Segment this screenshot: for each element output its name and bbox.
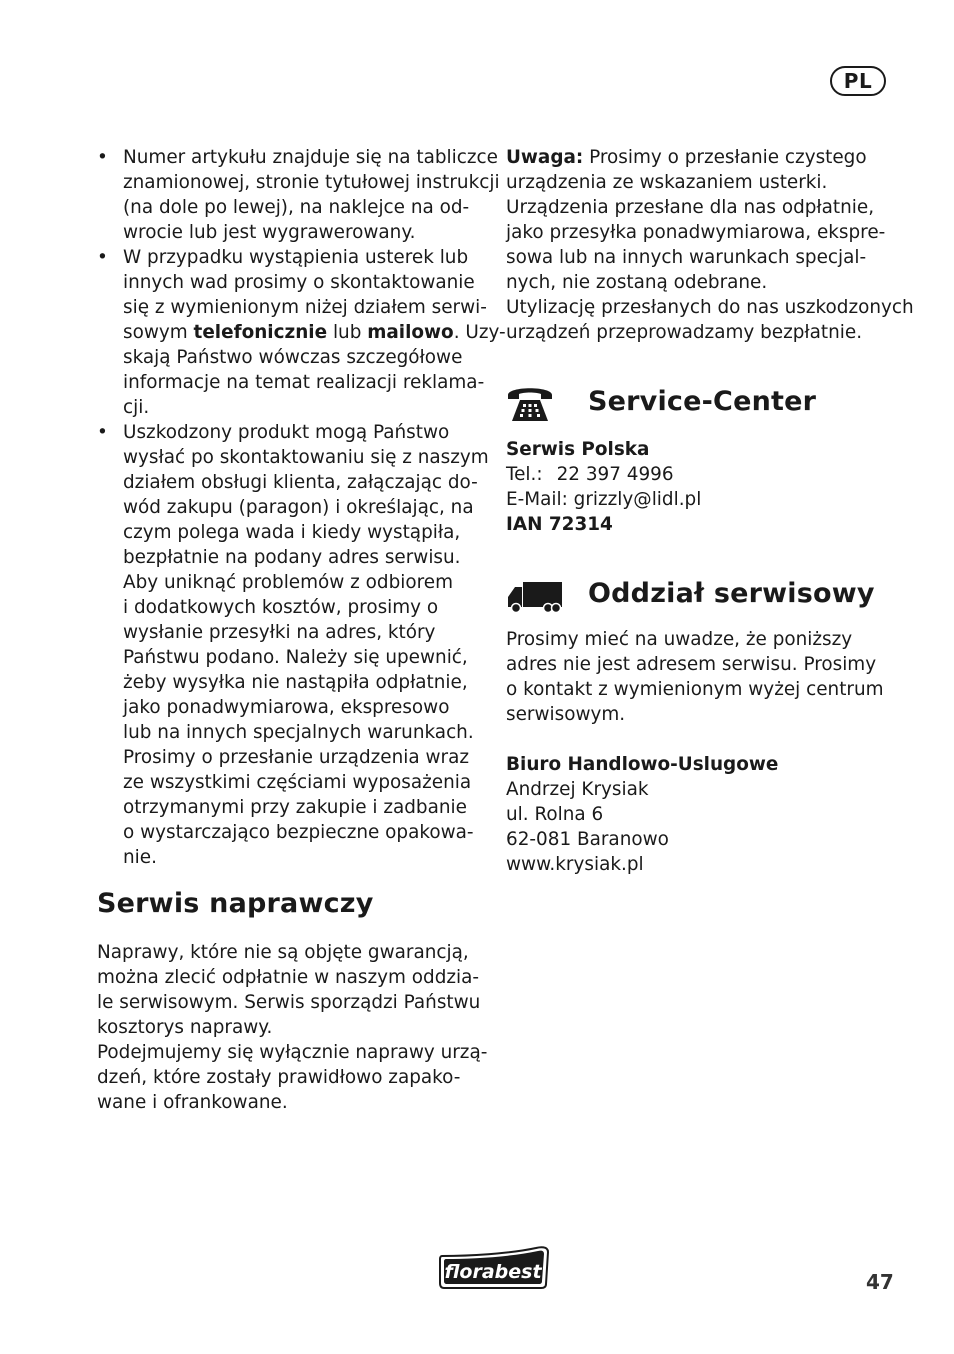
address-line: Andrzej Krysiak [506, 779, 649, 800]
text-line: otrzymanymi przy zakupie i zadbanie [123, 797, 467, 818]
text-line: wrocie lub jest wygrawerowany. [123, 222, 416, 243]
address-line: 62-081 Baranowo [506, 829, 669, 850]
text-line: wód zakupu (paragon) i określając, na [123, 497, 474, 518]
text-line: informacje na temat realizacji reklama- [123, 372, 485, 393]
text-line: innych wad prosimy o skontaktowanie [123, 272, 475, 293]
ian-number: IAN 72314 [506, 514, 613, 535]
text-line: Naprawy, które nie są objęte gwarancją, [97, 942, 469, 963]
text-line: cji. [123, 397, 150, 418]
service-center-heading-row [506, 385, 906, 421]
text-fragment: . Uzy- [453, 322, 506, 343]
text-line-mixed [123, 320, 506, 345]
telephone-icon [506, 383, 554, 423]
text-line: adres nie jest adresem serwisu. Prosimy [506, 654, 877, 675]
text-line: wane i ofrankowane. [97, 1092, 288, 1113]
text-line: o kontakt z wymienionym wyżej centrum [506, 679, 884, 700]
note-label: Uwaga: [506, 147, 584, 168]
text-line: Prosimy o przesłanie urządzenia wraz [123, 747, 470, 768]
branch-heading: Oddział serwisowy [588, 578, 875, 609]
text-line: urządzenia ze wskazaniem usterki. [506, 172, 828, 193]
company-name: Biuro Handlowo-Uslugowe [506, 754, 779, 775]
text-line: ze wszystkimi częściami wyposażenia [123, 772, 472, 793]
text-line: wysłanie przesyłki na adres, który [123, 622, 436, 643]
text-line: W przypadku wystąpienia usterek lub [123, 247, 469, 268]
service-center-heading: Service-Center [588, 386, 817, 417]
text-line: się z wymienionym niżej działem serwi- [123, 297, 487, 318]
text-line: o wystarczająco bezpieczne opakowa- [123, 822, 474, 843]
text-line: Prosimy mieć na uwadze, że poniższy [506, 629, 853, 650]
text-line: jako przesyłka ponadwymiarowa, ekspre- [506, 222, 886, 243]
text-line: urządzeń przeprowadzamy bezpłatnie. [506, 322, 863, 343]
text-line: wysłać po skontaktowaniu się z naszym [123, 447, 489, 468]
service-contact-block [506, 437, 906, 537]
florabest-logo [438, 1244, 552, 1290]
phone-line [506, 462, 906, 487]
text-fragment: sowym [123, 322, 194, 343]
tel-value: 22 397 4996 [556, 464, 674, 485]
address-line: www.krysiak.pl [506, 854, 644, 875]
text-line: Podejmujemy się wyłącznie naprawy urzą- [97, 1042, 488, 1063]
text-line: można zlecić odpłatnie w naszym oddzia- [97, 967, 480, 988]
text-line: skają Państwo wówczas szczegółowe [123, 347, 463, 368]
bold-mail-word: mailowo [367, 322, 454, 343]
tel-label: Tel.: [506, 464, 543, 485]
text-line: le serwisowym. Serwis sporządzi Państwu [97, 992, 481, 1013]
text-line-mixed [506, 145, 906, 170]
text-fragment: lub [327, 322, 368, 343]
text-line: Utylizację przesłanych do nas uszkodzonych [506, 297, 914, 318]
left-column [97, 145, 506, 1115]
text-line: czym polega wada i kiedy wystąpiła, [123, 522, 461, 543]
text-line: znamionowej, stronie tytułowej instrukcji [123, 172, 500, 193]
text-line: bezpłatnie na podany adres serwisu. [123, 547, 461, 568]
page-number: 47 [866, 1270, 894, 1294]
bullet-item-2 [97, 245, 506, 420]
bullet-item-1 [97, 145, 500, 245]
text-line: (na dole po lewej), na naklejce na od- [123, 197, 470, 218]
text-line: serwisowym. [506, 704, 626, 725]
text-line: Numer artykułu znajduje się na tabliczce [123, 147, 498, 168]
text-fragment: Prosimy o przesłanie czystego [583, 147, 867, 168]
email-line: E-Mail: grizzly@lidl.pl [506, 489, 702, 510]
text-line: działem obsługi klienta, załączając do- [123, 472, 478, 493]
text-line: jako ponadwymiarowa, ekspresowo [123, 697, 450, 718]
branch-text [506, 627, 906, 727]
service-name: Serwis Polska [506, 439, 650, 460]
repair-service-text [97, 940, 488, 1115]
language-badge: PL [830, 66, 886, 96]
note-block [506, 145, 914, 345]
text-line: i dodatkowych kosztów, prosimy o [123, 597, 439, 618]
bold-phone-word: telefonicznie [193, 322, 328, 343]
bullet-dot: • [97, 247, 108, 268]
text-line: nie. [123, 847, 157, 868]
text-line: lub na innych specjalnych warunkach. [123, 722, 474, 743]
bullet-dot: • [97, 147, 108, 168]
logo-text: florabest [444, 1261, 542, 1283]
text-line: żeby wysyłka nie nastąpiła odpłatnie, [123, 672, 468, 693]
text-line: Państwu podano. Należy się upewnić, [123, 647, 468, 668]
address-line: ul. Rolna 6 [506, 804, 604, 825]
branch-heading-row [506, 577, 906, 613]
text-line: Urządzenia przesłane dla nas odpłatnie, [506, 197, 875, 218]
bullet-item-3 [97, 420, 489, 870]
text-line: sowa lub na innych warunkach specjal- [506, 247, 867, 268]
right-column [506, 145, 914, 877]
text-line: nych, nie zostaną odebrane. [506, 272, 768, 293]
bullet-dot: • [97, 422, 108, 443]
text-line: Aby uniknąć problemów z odbiorem [123, 572, 454, 593]
text-line: dzeń, które zostały prawidłowo zapako- [97, 1067, 461, 1088]
text-line: kosztorys naprawy. [97, 1017, 273, 1038]
delivery-truck-icon [506, 581, 564, 615]
address-block [506, 752, 906, 877]
text-line: Uszkodzony produkt mogą Państwo [123, 422, 450, 443]
repair-service-heading: Serwis naprawczy [97, 888, 374, 919]
